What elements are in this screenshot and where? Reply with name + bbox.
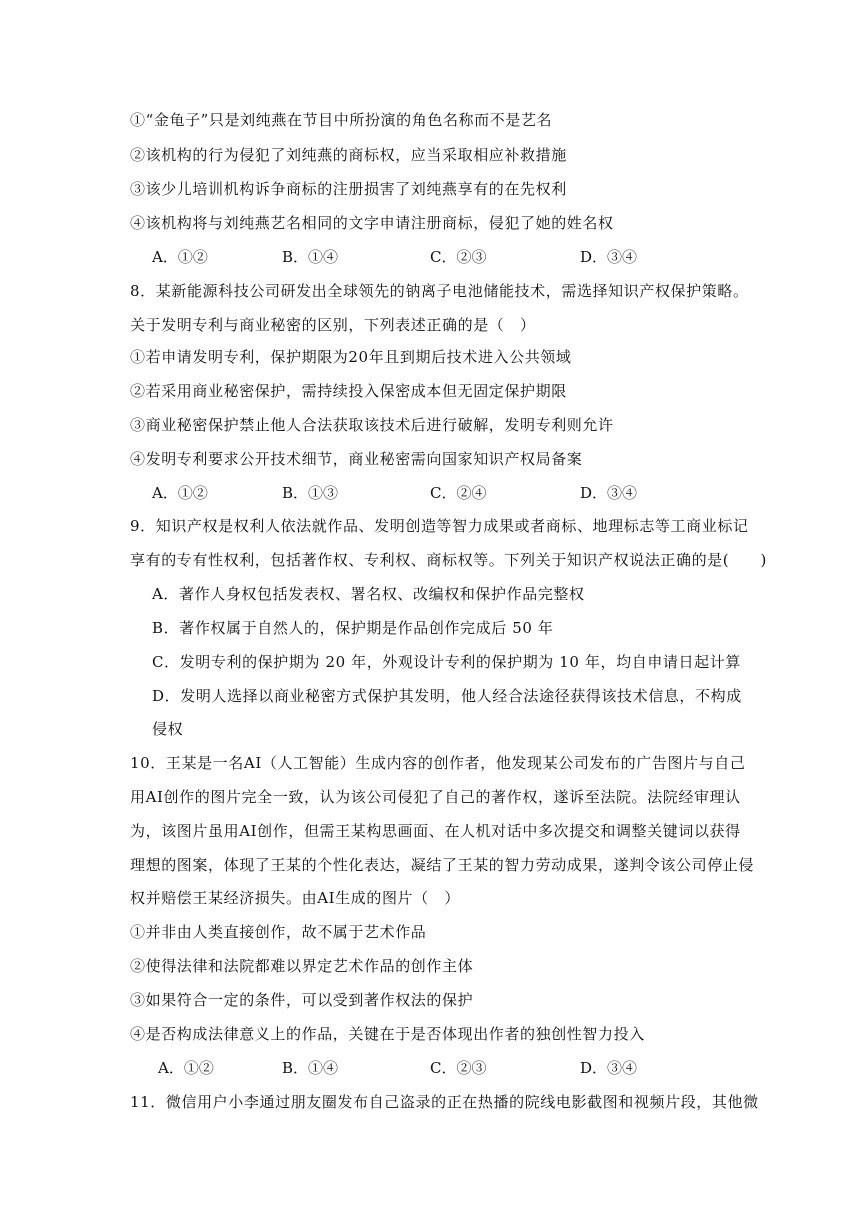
q9-stem-1: 9．知识产权是权利人依法就作品、发明创造等智力成果或者商标、地理标志等工商业标记 xyxy=(130,517,749,535)
q7-item-3: ③该少儿培训机构诉争商标的注册损害了刘纯燕享有的在先权利 xyxy=(130,180,567,198)
q7-item-4: ④该机构将与刘纯燕艺名相同的文字申请注册商标，侵犯了她的姓名权 xyxy=(130,214,614,232)
q8-item-1: ①若申请发明专利，保护期限为20年且到期后技术进入公共领域 xyxy=(130,348,572,366)
q10-item-2: ②使得法律和法院都难以界定艺术作品的创作主体 xyxy=(130,957,474,975)
q10-option-b: B．①④ xyxy=(282,1059,339,1077)
q11-stem-1: 11．微信用户小李通过朋友圈发布自己盗录的正在热播的院线电影截图和视频片段，其他微 xyxy=(130,1093,759,1111)
q10-option-d: D．③④ xyxy=(580,1059,638,1077)
q8-item-4: ④发明专利要求公开技术细节，商业秘密需向国家知识产权局备案 xyxy=(130,450,583,468)
q8-option-d: D．③④ xyxy=(580,484,638,502)
q9-choice-a: A．著作人身权包括发表权、署名权、改编权和保护作品完整权 xyxy=(152,585,585,603)
q10-option-a: A．①② xyxy=(158,1059,214,1077)
q10-item-1: ①并非由人类直接创作，故不属于艺术作品 xyxy=(130,923,427,941)
q7-item-2: ②该机构的行为侵犯了刘纯燕的商标权，应当采取相应补救措施 xyxy=(130,146,567,164)
q10-stem-3: 为，该图片虽用AI创作，但需王某构思画面、在人机对话中多次提交和调整关键词以获得 xyxy=(130,822,741,840)
q8-option-b: B．①③ xyxy=(282,484,339,502)
q8-item-2: ②若采用商业秘密保护，需持续投入保密成本但无固定保护期限 xyxy=(130,382,567,400)
q9-choice-c: C．发明专利的保护期为 20 年，外观设计专利的保护期为 10 年，均自申请日起计算 xyxy=(152,653,741,671)
q8-stem-1: 8．某新能源科技公司研发出全球领先的钠离子电池储能技术，需选择知识产权保护策略。 xyxy=(130,282,749,300)
q9-choice-d: D．发明人选择以商业秘密方式保护其发明，他人经合法途径获得该技术信息，不构成 xyxy=(152,687,742,705)
q8-item-3: ③商业秘密保护禁止他人合法获取该技术后进行破解，发明专利则允许 xyxy=(130,416,614,434)
q9-stem-2: 享有的专有性权利，包括著作权、专利权、商标权等。下列关于知识产权说法正确的是( ) xyxy=(130,551,767,569)
q8-stem-2: 关于发明专利与商业秘密的区别，下列表述正确的是（ ） xyxy=(130,316,536,334)
q9-choice-d-cont: 侵权 xyxy=(152,720,184,738)
q10-item-4: ④是否构成法律意义上的作品，关键在于是否体现出作者的独创性智力投入 xyxy=(130,1025,645,1043)
q7-option-c: C．②③ xyxy=(430,248,487,266)
q10-stem-5: 权并赔偿王某经济损失。由AI生成的图片（ ） xyxy=(130,889,460,907)
q9-choice-b: B．著作权属于自然人的，保护期是作品创作完成后 50 年 xyxy=(152,619,554,637)
q10-item-3: ③如果符合一定的条件，可以受到著作权法的保护 xyxy=(130,991,474,1009)
q8-option-a: A．①② xyxy=(152,484,208,502)
q7-option-a: A．①② xyxy=(152,248,208,266)
q10-stem-4: 理想的图案，体现了王某的个性化表达，凝结了王某的智力劳动成果，遂判令该公司停止侵 xyxy=(130,856,755,874)
q8-option-c: C．②④ xyxy=(430,484,487,502)
q10-option-c: C．②③ xyxy=(430,1059,487,1077)
q10-stem-1: 10．王某是一名AI（人工智能）生成内容的创作者，他发现某公司发布的广告图片与自己 xyxy=(130,754,746,772)
q7-option-d: D．③④ xyxy=(580,248,638,266)
q7-item-1: ①“金龟子”只是刘纯燕在节目中所扮演的角色名称而不是艺名 xyxy=(130,111,553,129)
q10-stem-2: 用AI创作的图片完全一致，认为该公司侵犯了自己的著作权，遂诉至法院。法院经审理认 xyxy=(130,788,741,806)
q7-option-b: B．①④ xyxy=(282,248,339,266)
